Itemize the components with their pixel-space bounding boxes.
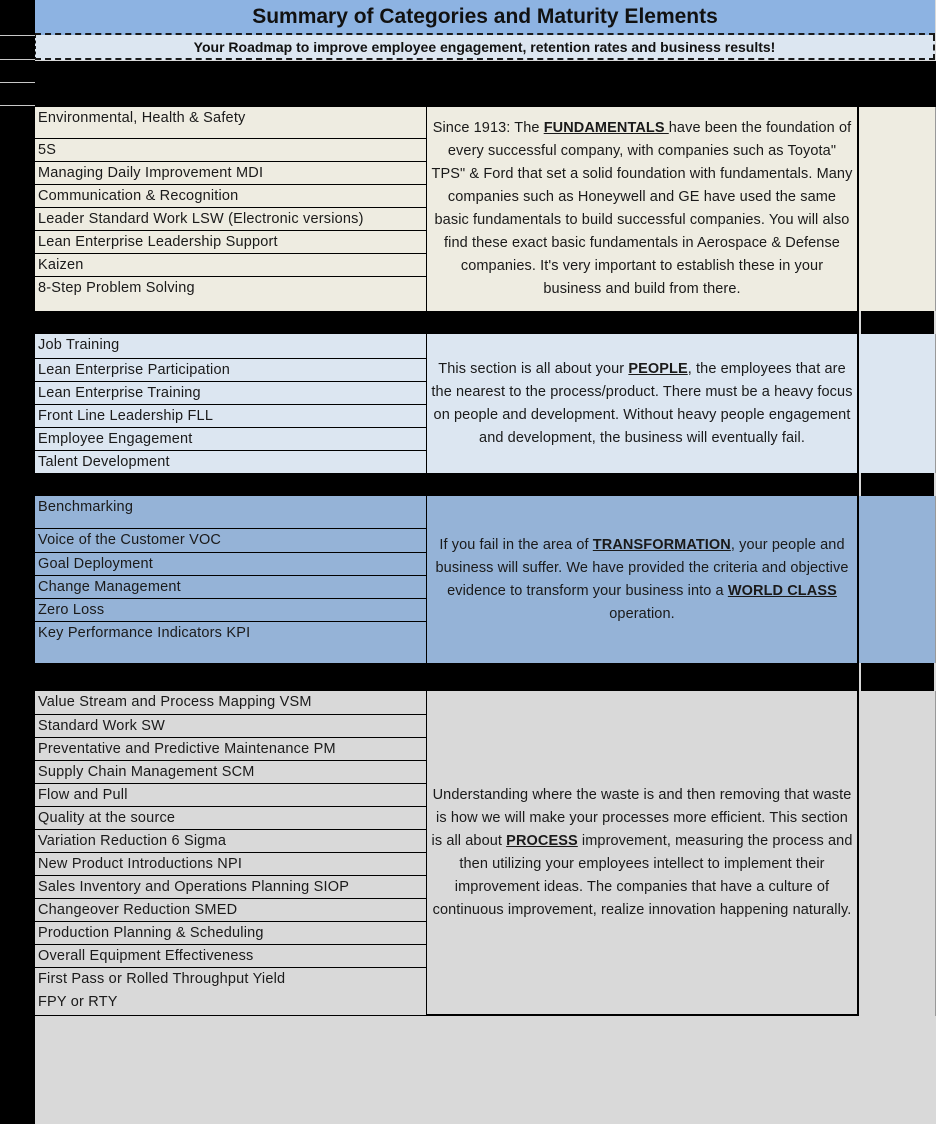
row-header bbox=[0, 60, 35, 83]
list-item[interactable]: Value Stream and Process Mapping VSM bbox=[35, 691, 427, 715]
list-item[interactable]: 5S bbox=[35, 139, 427, 162]
list-item[interactable]: Communication & Recognition bbox=[35, 185, 427, 208]
list-item[interactable]: Preventative and Predictive Maintenance PM bbox=[35, 738, 427, 761]
header-spacer bbox=[35, 61, 936, 107]
list-item[interactable]: Sales Inventory and Operations Planning SIOP bbox=[35, 876, 427, 899]
list-item[interactable]: 8-Step Problem Solving bbox=[35, 277, 427, 311]
list-item[interactable]: Kaizen bbox=[35, 254, 427, 277]
section-separator bbox=[35, 663, 859, 691]
side-cell bbox=[859, 334, 936, 473]
list-item[interactable]: Lean Enterprise Leadership Support bbox=[35, 231, 427, 254]
side-cell bbox=[859, 691, 936, 1016]
list-item[interactable]: Lean Enterprise Training bbox=[35, 382, 427, 405]
list-item[interactable]: First Pass or Rolled Throughput Yield bbox=[35, 968, 427, 991]
list-item[interactable]: Zero Loss bbox=[35, 599, 427, 622]
list-item[interactable]: Voice of the Customer VOC bbox=[35, 529, 427, 553]
list-item[interactable]: New Product Introductions NPI bbox=[35, 853, 427, 876]
row-header bbox=[0, 36, 35, 60]
list-item[interactable]: Key Performance Indicators KPI bbox=[35, 622, 427, 663]
list-item[interactable]: Employee Engagement bbox=[35, 428, 427, 451]
list-item[interactable]: Standard Work SW bbox=[35, 715, 427, 738]
process-description: Understanding where the waste is and then removing that waste is how we will make your processes more efficient. This section is all about PROCESS improvement, measuring the process and then utilizing your employees intellect to implement their improvement ideas. The companies that have a culture of continuous improvement, realize innovation happening naturally. bbox=[427, 691, 859, 1016]
list-item[interactable]: Change Management bbox=[35, 576, 427, 599]
section-separator bbox=[861, 663, 934, 691]
keyword-process: PROCESS bbox=[506, 832, 578, 849]
list-item[interactable]: FPY or RTY bbox=[35, 991, 427, 1016]
row-header bbox=[0, 0, 35, 36]
keyword-fundamentals: FUNDAMENTALS bbox=[543, 120, 669, 136]
list-item[interactable]: Production Planning & Scheduling bbox=[35, 922, 427, 945]
list-item[interactable]: Job Training bbox=[35, 334, 427, 359]
list-item[interactable]: Lean Enterprise Participation bbox=[35, 359, 427, 382]
fundamentals-description: Since 1913: The FUNDAMENTALS have been the foundation of every successful company, with companies such as Toyota" TPS" & Ford that set a solid foundation with fundamentals. Many companies such as Honeywell and GE have used the same basic fundamentals to build successful companies. You will also find these exact basic fundamentals in Aerospace & Defense companies. It's very important to establish these in your business and build from there. bbox=[427, 107, 859, 311]
keyword-world-class: WORLD CLASS bbox=[727, 582, 837, 599]
transformation-description: If you fail in the area of TRANSFORMATION, your people and business will suffer. We have provided the criteria and objective evidence to transform your business into a WORLD CLASS operation. bbox=[427, 496, 859, 663]
list-item[interactable]: Leader Standard Work LSW (Electronic versions) bbox=[35, 208, 427, 231]
list-item[interactable]: Managing Daily Improvement MDI bbox=[35, 162, 427, 185]
section-separator bbox=[35, 473, 859, 496]
page-subtitle: Your Roadmap to improve employee engagement, retention rates and business results! bbox=[35, 35, 935, 60]
list-item[interactable]: Flow and Pull bbox=[35, 784, 427, 807]
list-item[interactable]: Quality at the source bbox=[35, 807, 427, 830]
section-separator bbox=[861, 311, 934, 334]
list-item[interactable]: Variation Reduction 6 Sigma bbox=[35, 830, 427, 853]
list-item[interactable]: Front Line Leadership FLL bbox=[35, 405, 427, 428]
list-item[interactable]: Overall Equipment Effectiveness bbox=[35, 945, 427, 968]
section-separator bbox=[861, 473, 934, 496]
list-item[interactable]: Supply Chain Management SCM bbox=[35, 761, 427, 784]
side-cell bbox=[859, 107, 936, 311]
list-item[interactable]: Talent Development bbox=[35, 451, 427, 473]
list-item[interactable]: Changeover Reduction SMED bbox=[35, 899, 427, 922]
page-title: Summary of Categories and Maturity Elements bbox=[35, 0, 935, 35]
list-item[interactable]: Benchmarking bbox=[35, 496, 427, 529]
list-item[interactable]: Environmental, Health & Safety bbox=[35, 107, 427, 139]
keyword-transformation: TRANSFORMATION bbox=[592, 536, 731, 553]
side-cell bbox=[859, 496, 936, 663]
row-header bbox=[0, 83, 35, 106]
list-item[interactable]: Goal Deployment bbox=[35, 553, 427, 576]
section-separator bbox=[35, 311, 859, 334]
people-description: This section is all about your PEOPLE, the employees that are the nearest to the process/product. There must be a heavy focus on people and development. Without heavy people engagement and development, the business will eventually fail. bbox=[427, 334, 859, 473]
row-header-column bbox=[0, 106, 35, 1124]
keyword-people: PEOPLE bbox=[628, 360, 688, 377]
